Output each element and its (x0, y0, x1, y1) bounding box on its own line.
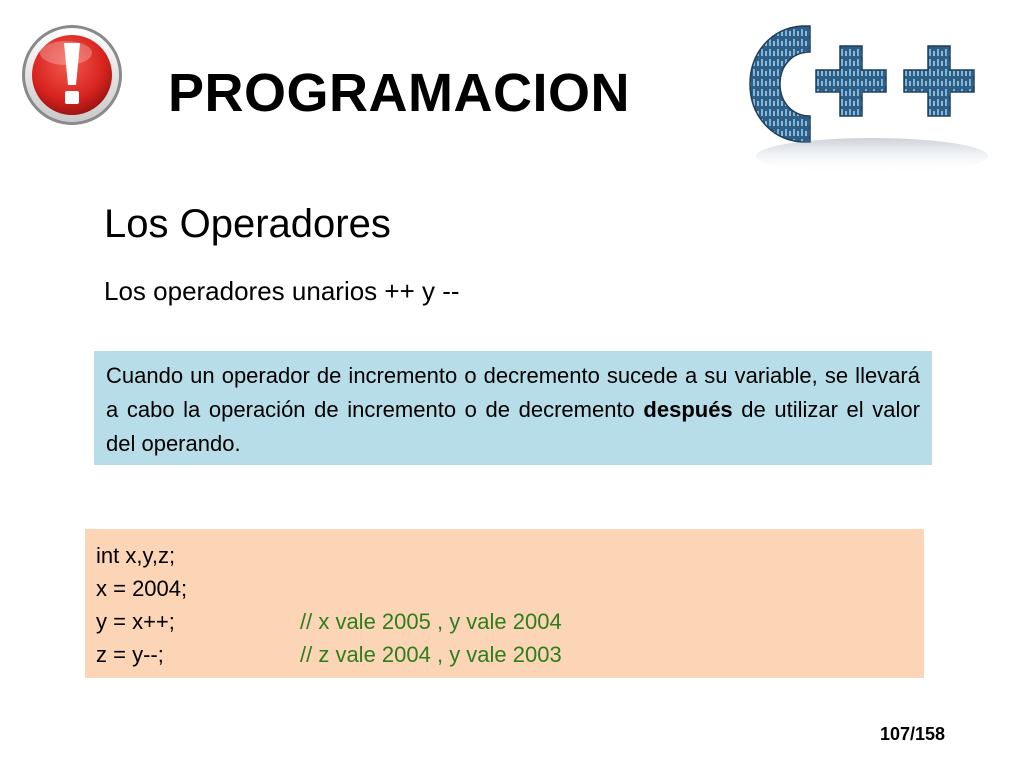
cpp-logo-icon (744, 18, 1000, 176)
code-statement: z = y--; (96, 642, 164, 667)
slide-title: PROGRAMACION (168, 63, 630, 123)
explanation-text (106, 359, 920, 461)
code-line (96, 638, 924, 671)
explanation-text-start: Cuando un operador de incremento o decremento sucede a su variable, se llevará a cabo la operación de incremento o de decremento (106, 363, 920, 422)
code-line (96, 572, 924, 605)
explanation-text-bold: después (643, 397, 733, 422)
explanation-box (94, 351, 932, 465)
code-line (96, 605, 924, 638)
code-comment: // x vale 2005 , y vale 2004 (300, 609, 562, 634)
code-line (96, 539, 924, 572)
section-subheading: Los operadores unarios ++ y -- (104, 276, 460, 306)
page-number: 107/158 (880, 724, 946, 744)
code-statement: y = x++; (96, 609, 175, 634)
code-comment: // z vale 2004 , y vale 2003 (300, 642, 562, 667)
exclamation-alert-icon (20, 23, 124, 127)
explanation-text-end: de utilizar el valor del operando. (106, 397, 920, 456)
section-heading: Los Operadores (104, 202, 391, 246)
code-statement: int x,y,z; (96, 543, 176, 568)
code-example-box (85, 529, 924, 678)
code-statement: x = 2004; (96, 576, 188, 601)
